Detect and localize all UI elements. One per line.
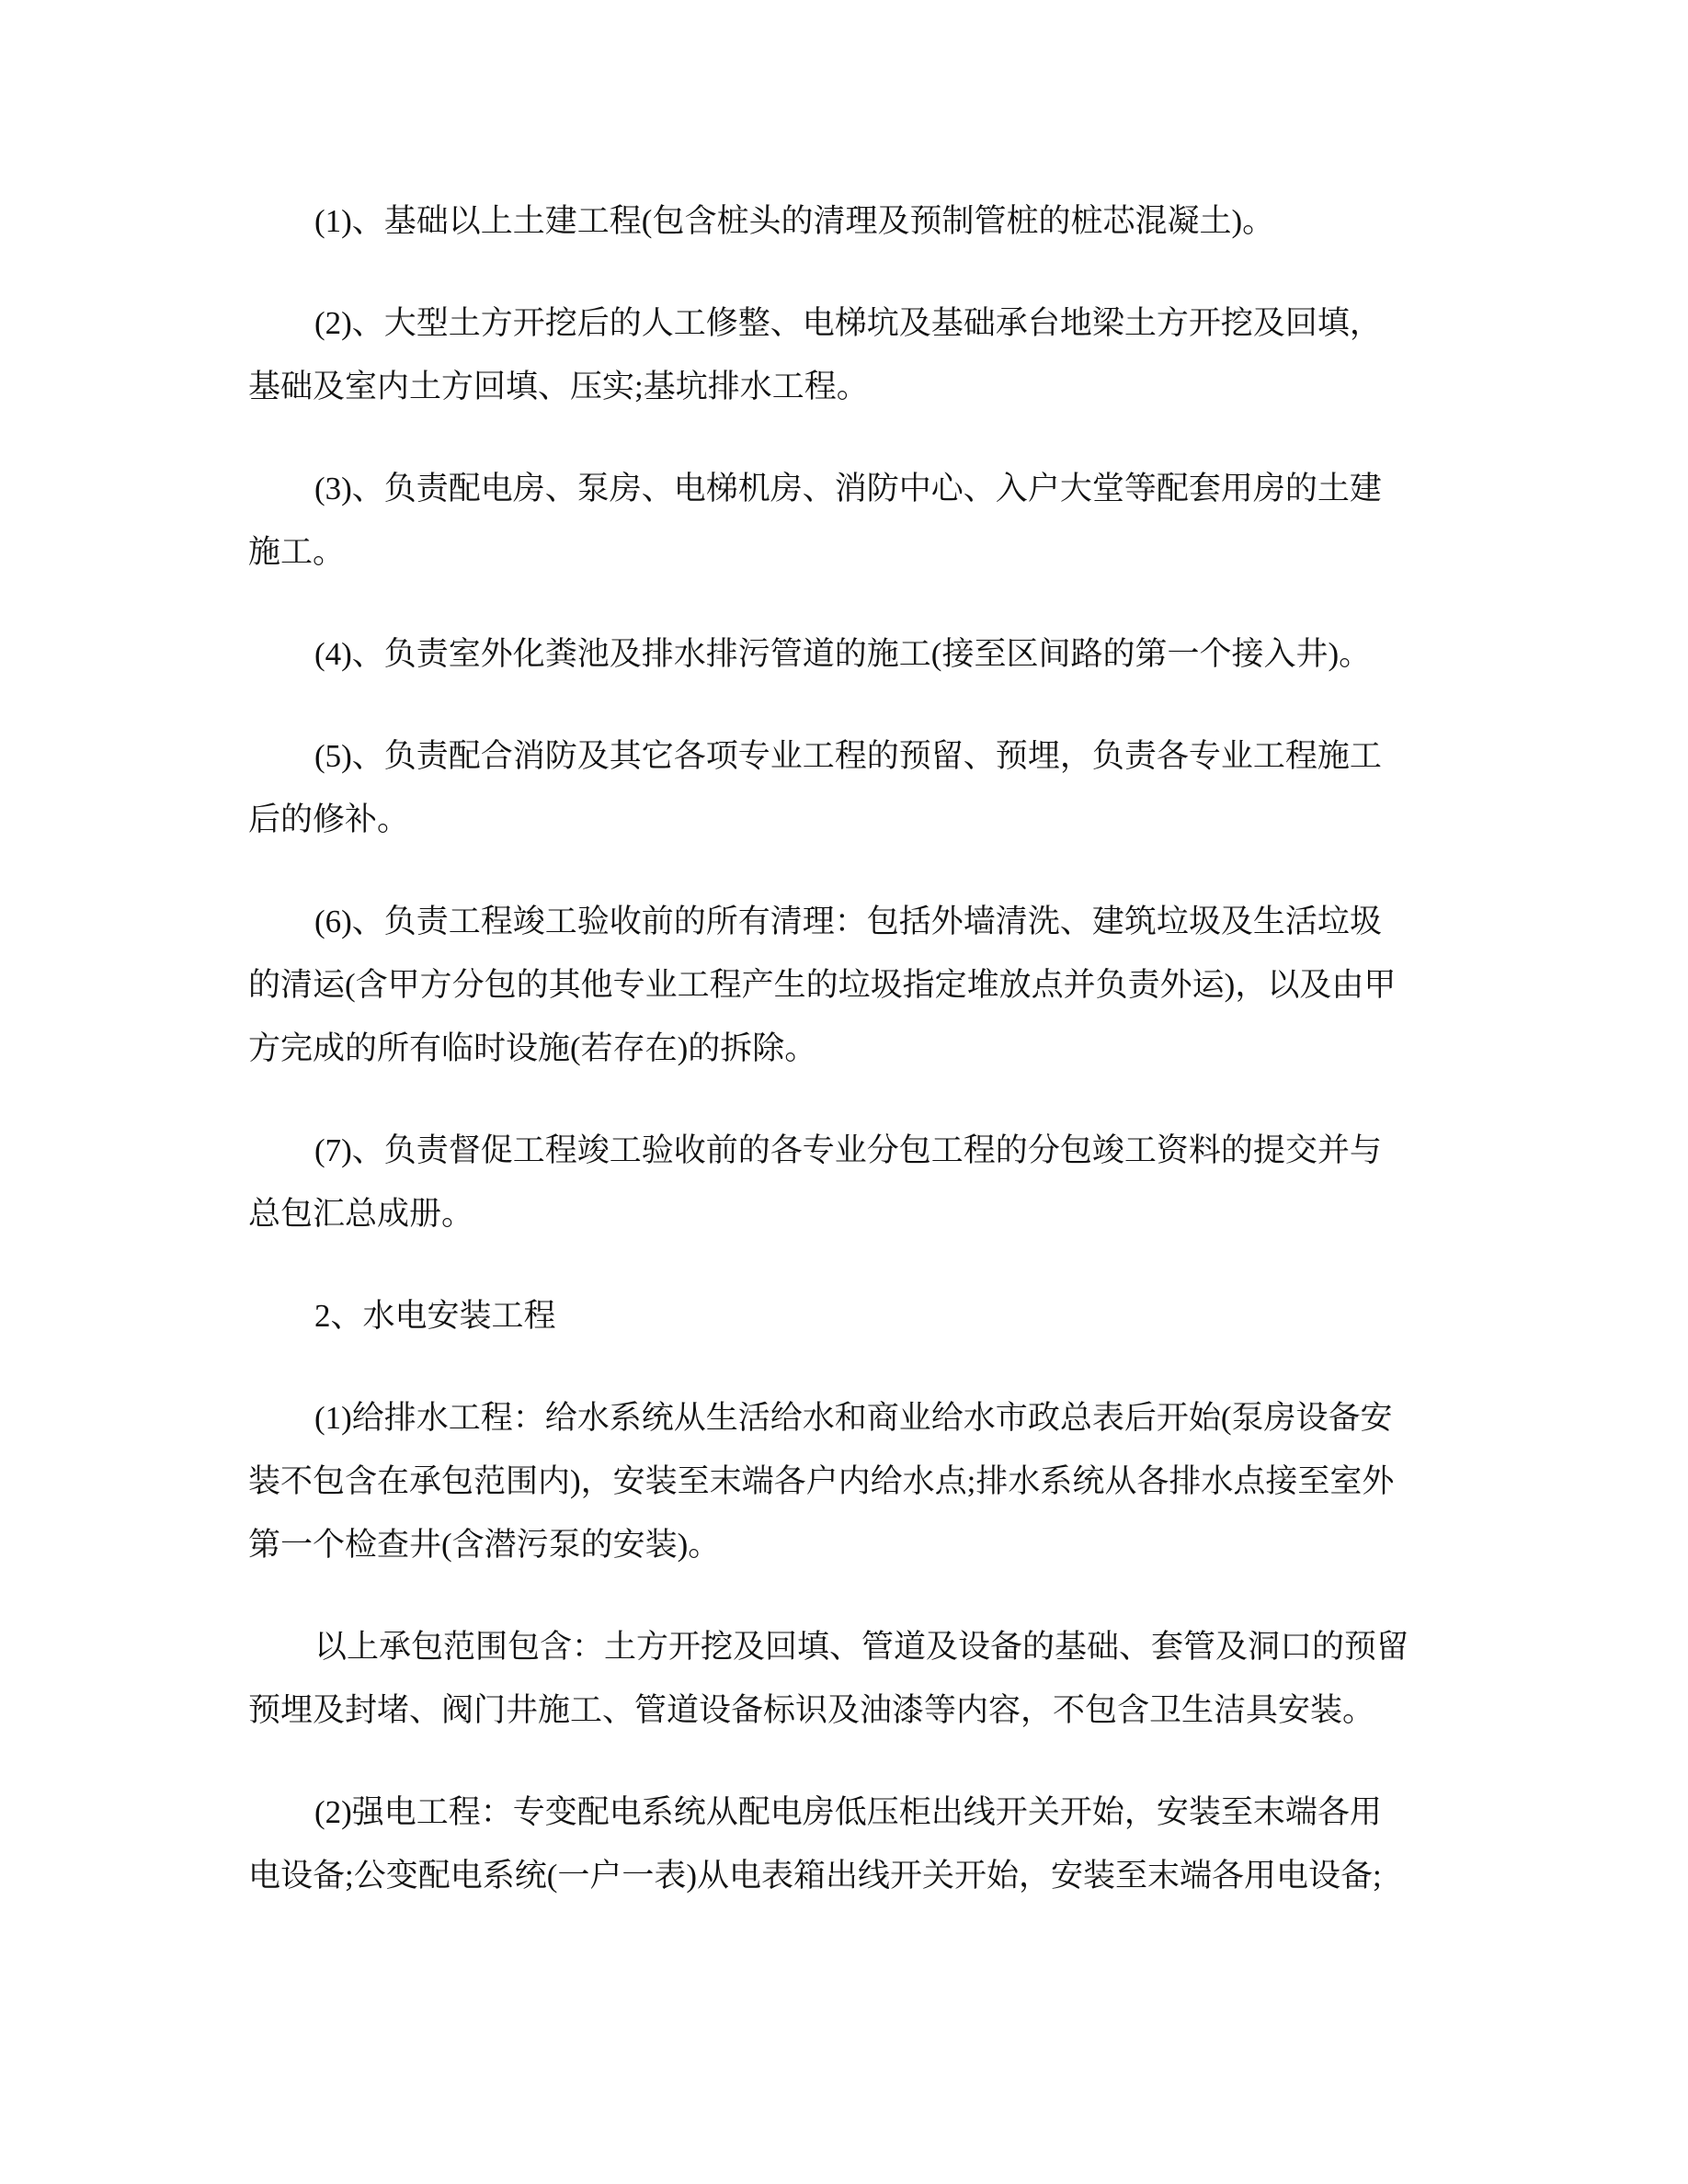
text-line: 电设备;公变配电系统(一户一表)从电表箱出线开关开始，安装至末端各用电设备; [248, 1858, 1382, 1894]
text-line: (3)、负责配电房、泵房、电梯机房、消防中心、入户大堂等配套用房的土建 [314, 471, 1382, 506]
text-line: (1)、基础以上土建工程(包含桩头的清理及预制管桩的桩芯混凝土)。 [314, 203, 1275, 239]
paragraph [248, 291, 1434, 418]
text-line: 2、水电安装工程 [314, 1298, 556, 1334]
text-line: 后的修补。 [248, 802, 410, 837]
text-line: 装不包含在承包范围内)，安装至末端各户内给水点;排水系统从各排水点接至室外 [248, 1463, 1395, 1499]
paragraph [248, 1284, 1434, 1348]
paragraph [248, 1780, 1434, 1907]
paragraph [248, 457, 1434, 584]
text-line: 总包汇总成册。 [248, 1196, 474, 1232]
paragraph [248, 1615, 1434, 1742]
document-body [248, 189, 1434, 1946]
text-line: 方完成的所有临时设施(若存在)的拆除。 [248, 1030, 817, 1066]
text-line: (2)、大型土方开挖后的人工修整、电梯坑及基础承台地梁土方开挖及回填， [314, 305, 1382, 341]
text-line: (5)、负责配合消防及其它各项专业工程的预留、预埋，负责各专业工程施工 [314, 738, 1382, 774]
paragraph [248, 622, 1434, 686]
text-line: 基础及室内土方回填、压实;基坑排水工程。 [248, 369, 869, 404]
paragraph [248, 189, 1434, 253]
text-line: (4)、负责室外化粪池及排水排污管道的施工(接至区间路的第一个接入井)。 [314, 636, 1372, 672]
text-line: (7)、负责督促工程竣工验收前的各专业分包工程的分包竣工资料的提交并与 [314, 1132, 1382, 1168]
text-line: 以上承包范围包含：土方开挖及回填、管道及设备的基础、套管及洞口的预留 [314, 1629, 1409, 1665]
paragraph [248, 1386, 1434, 1576]
text-line: (1)给排水工程：给水系统从生活给水和商业给水市政总表后开始(泵房设备安 [314, 1400, 1393, 1436]
text-line: (6)、负责工程竣工验收前的所有清理：包括外墙清洗、建筑垃圾及生活垃圾 [314, 904, 1382, 939]
paragraph [248, 1119, 1434, 1246]
paragraph [248, 890, 1434, 1080]
text-line: 施工。 [248, 534, 346, 570]
text-line: 第一个检查井(含潜污泵的安装)。 [248, 1527, 721, 1563]
paragraph [248, 724, 1434, 851]
text-line: 的清运(含甲方分包的其他专业工程产生的垃圾指定堆放点并负责外运)，以及由甲 [248, 967, 1397, 1003]
text-line: (2)强电工程：专变配电系统从配电房低压柜出线开关开始，安装至末端各用 [314, 1794, 1382, 1830]
text-line: 预埋及封堵、阀门井施工、管道设备标识及油漆等内容，不包含卫生洁具安装。 [248, 1692, 1375, 1728]
